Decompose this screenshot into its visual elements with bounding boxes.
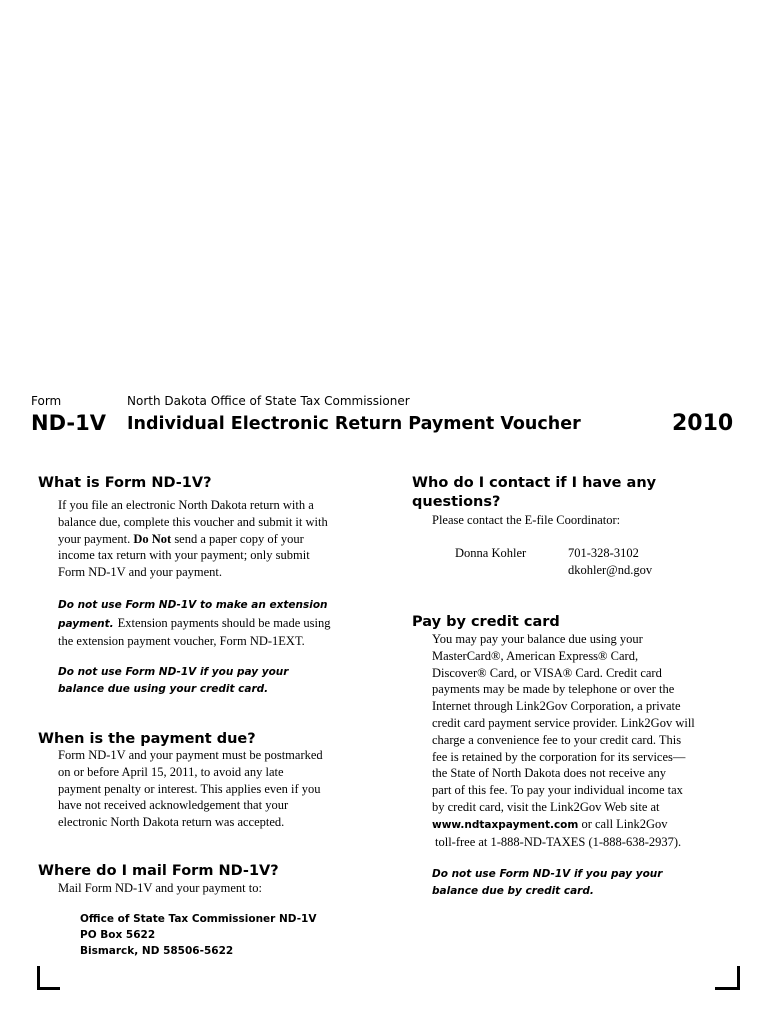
credit-card-paragraph: You may pay your balance due using your MasterCard®, American Express® Card, Discover® Card, or VISA® Card. Credit card payments may be made by telephone or over the Internet through Link2Gov Corporation, a private credit card payment service provider. Link2Gov will charge a convenience fee to your credit card. This fee is retained by the corporation for its services— the State of North Dakota does not receive any part of this fee. To pay your individual income tax by credit card, visit the Link2Gov Web site at www.ndtaxpayment.com or call Link2Gov toll-free at 1-888-ND-TAXES (1-888-638-2937). [432,632,695,849]
contact-heading: Who do I contact if I have any questions? [412,475,657,510]
mail-paragraph: Mail Form ND-1V and your payment to: [58,881,262,895]
form-title: Individual Electronic Return Payment Voucher [127,414,581,434]
mailing-address: Office of State Tax Commissioner ND-1V PO Box 5622 Bismarck, ND 58506-5622 [80,913,317,957]
form-label: Form [31,394,62,408]
credit-card-heading: Pay by credit card [412,614,560,630]
crop-mark-bottom-left [37,966,60,990]
crop-mark-bottom-right [715,966,740,990]
credit-card-warning-left: Do not use Form ND-1V if you pay your balance due using your credit card. [58,666,289,695]
credit-card-warning-right: Do not use Form ND-1V if you pay your balance due by credit card. [432,868,663,897]
contact-name: Donna Kohler [455,546,527,560]
form-id: ND-1V [31,411,106,435]
extension-warning: Do not use Form ND-1V to make an extension payment. Extension payments should be made using the extension payment voucher, Form ND-1EXT. [58,599,331,648]
due-paragraph: Form ND-1V and your payment must be postmarked on or before April 15, 2011, to avoid any late payment penalty or interest. This applies even if you have not received acknowledgement that your electronic North Dakota return was accepted. [58,748,323,830]
agency-name: North Dakota Office of State Tax Commissioner [127,394,410,408]
contact-details: 701-328-3102 dkohler@nd.gov [568,546,653,577]
contact-intro: Please contact the E-file Coordinator: [432,513,621,527]
due-heading: When is the payment due? [38,731,256,747]
form-year: 2010 [672,411,734,436]
mail-heading: Where do I mail Form ND-1V? [38,863,279,879]
what-paragraph: If you file an electronic North Dakota return with a balance due, complete this voucher and submit it with your payment. Do Not send a paper copy of your income tax return with your payment; only submit Form ND-1V and your payment. [58,498,328,580]
ndtaxpayment-link[interactable]: www.ndtaxpayment.com [432,818,579,831]
what-heading: What is Form ND-1V? [38,475,212,491]
